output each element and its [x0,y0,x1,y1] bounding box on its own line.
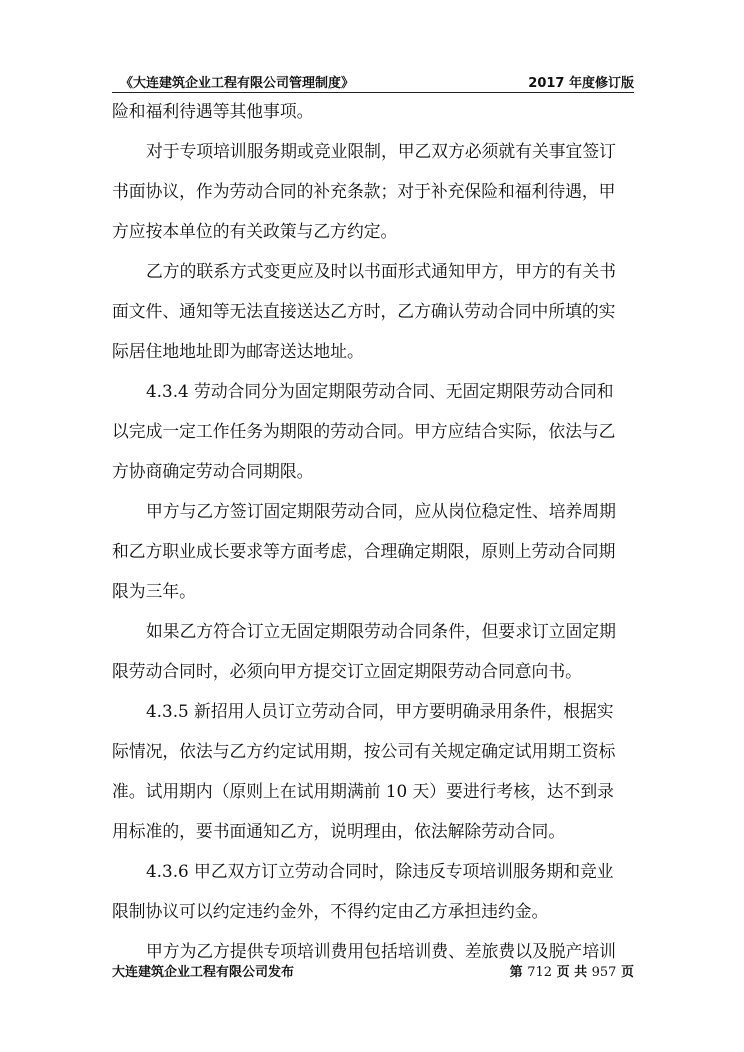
text-line: 险和福利待遇等其他事项。 [112,101,314,121]
footer-publisher: 大连建筑企业工程有限公司发布 [112,965,295,980]
text-line: 方应按本单位的有关政策与乙方约定。 [112,221,398,241]
text-line: 甲方与乙方签订固定期限劳动合同，应从岗位稳定性、培养周期 [146,501,616,521]
text-line: 4.3.6 甲乙双方订立劳动合同时，除违反专项培训服务期和竞业 [146,861,614,881]
text-line: 际情况，依法与乙方约定试用期，按公司有关规定确定试用期工资标 [112,741,616,761]
text-line: 际居住地地址即为邮寄送达地址。 [112,341,364,361]
text-line: 方协商确定劳动合同期限。 [112,461,314,481]
page-prefix: 第 [509,965,523,980]
page-suffix: 页 [620,965,634,980]
text-line: 书面协议，作为劳动合同的补充条款；对于补充保险和福利待遇，甲 [112,181,616,201]
page-mid: 页 共 [556,965,588,980]
page-total: 957 [591,965,617,980]
text-line: 限劳动合同时，必须向甲方提交订立固定期限劳动合同意向书。 [112,661,582,681]
document-body [112,94,634,974]
text-line: 如果乙方符合订立无固定期限劳动合同条件，但要求订立固定期 [146,621,616,641]
text-line: 用标准的，要书面通知乙方，说明理由，依法解除劳动合同。 [112,821,566,841]
page-current: 712 [527,965,553,980]
text-line: 4.3.5 新招用人员订立劳动合同，甲方要明确录用条件，根据实 [146,701,614,721]
header-title: 《大连建筑企业工程有限公司管理制度》 [120,76,355,91]
text-line: 乙方的联系方式变更应及时以书面形式通知甲方，甲方的有关书 [146,261,616,281]
page-number [510,961,634,980]
text-line: 和乙方职业成长要求等方面考虑，合理确定期限，原则上劳动合同期 [112,541,616,561]
text-line: 限制协议可以约定违约金外，不得约定由乙方承担违约金。 [112,901,549,921]
text-line: 对于专项培训服务期或竞业限制，甲乙双方必须就有关事宜签订 [146,141,616,161]
page-footer [112,961,634,983]
page-header [112,70,634,93]
text-line: 甲方为乙方提供专项培训费用包括培训费、差旅费以及脱产培训 [146,941,616,961]
text-line: 面文件、通知等无法直接送达乙方时，乙方确认劳动合同中所填的实 [112,301,616,321]
text-line: 限为三年。 [112,581,196,601]
text-line: 以完成一定工作任务为期限的劳动合同。甲方应结合实际，依法与乙 [112,421,616,441]
text-line: 4.3.4 劳动合同分为固定期限劳动合同、无固定期限劳动合同和 [146,381,614,401]
header-edition: 2017 年度修订版 [528,76,634,91]
text-line: 准。试用期内（原则上在试用期满前 10 天）要进行考核，达不到录 [112,781,614,801]
